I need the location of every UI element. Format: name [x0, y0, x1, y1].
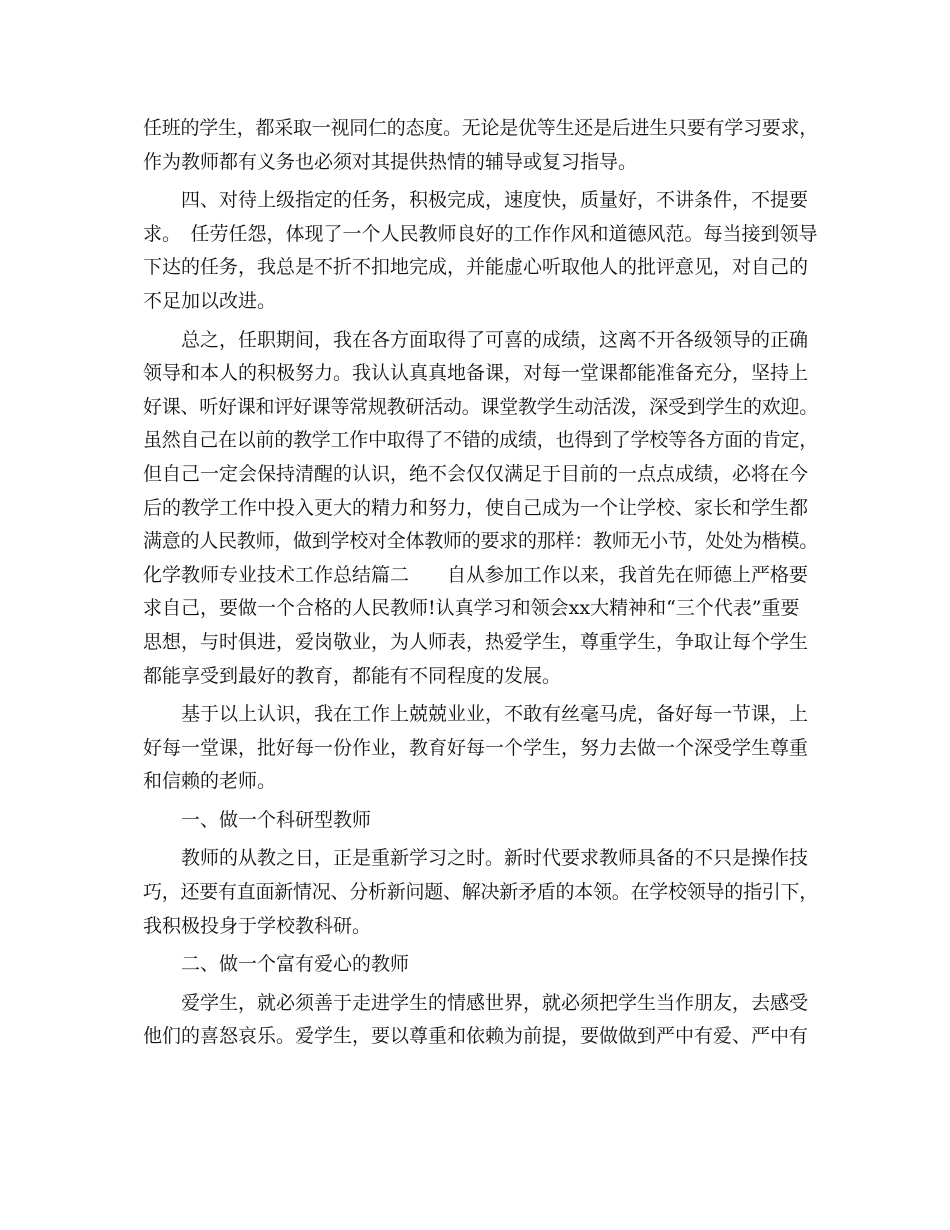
text-line: 求。 任劳任怨，体现了一个人民教师良好的工作作风和道德风范。每当接到领导 — [143, 222, 818, 245]
text-line: 我积极投身于学校教科研。 — [143, 914, 372, 937]
text-line: 思想，与时俱进，爱岗敬业，为人师表，热爱学生，尊重学生，争取让每个学生 — [143, 630, 809, 653]
text-line: 求自己，要做一个合格的人民教师!认真学习和领会xx大精神和“三个代表”重要 — [143, 597, 800, 620]
text-line: 不足加以改进。 — [143, 289, 277, 312]
text-line: 一、做一个科研型教师 — [143, 808, 372, 831]
text-line: 好每一堂课，批好每一份作业，教育好每一个学生，努力去做一个深受学生尊重 — [143, 736, 809, 759]
text-line: 领导和本人的积极努力。我认认真真地备课，对每一堂课都能准备充分，坚持上 — [143, 362, 809, 385]
text-line: 他们的喜怒哀乐。爱学生，要以尊重和依赖为前提，要做做到严中有爱、严中有 — [143, 1025, 809, 1048]
document-body — [143, 112, 818, 1054]
text-line: 爱学生，就必须善于走进学生的情感世界，就必须把学生当作朋友，去感受 — [143, 991, 809, 1014]
text-line: 化学教师专业技术工作总结篇二 自从参加工作以来，我首先在师德上严格要 — [143, 563, 809, 586]
text-line: 但自己一定会保持清醒的认识，绝不会仅仅满足于目前的一点点成绩，必将在今 — [143, 462, 809, 485]
text-line: 满意的人民教师，做到学校对全体教师的要求的那样：教师无小节，处处为楷模。 — [143, 530, 819, 553]
text-line: 下达的任务，我总是不折不扣地完成，并能虚心听取他人的批评意见，对自己的 — [143, 256, 809, 279]
text-line: 四、对待上级指定的任务，积极完成，速度快，质量好，不讲条件，不提要 — [143, 189, 809, 212]
text-line: 教师的从教之日，正是重新学习之时。新时代要求教师具备的不只是操作技 — [143, 847, 809, 870]
text-line: 二、做一个富有爱心的教师 — [143, 953, 410, 976]
text-line: 后的教学工作中投入更大的精力和努力，使自己成为一个让学校、家长和学生都 — [143, 496, 809, 519]
text-line: 和信赖的老师。 — [143, 770, 277, 793]
text-line: 好课、听好课和评好课等常规教研活动。课堂教学生动活泼，深受到学生的欢迎。 — [143, 395, 819, 418]
text-line: 总之，任职期间，我在各方面取得了可喜的成绩，这离不开各级领导的正确 — [143, 328, 809, 351]
text-line: 任班的学生，都采取一视同仁的态度。无论是优等生还是后进生只要有学习要求， — [143, 117, 819, 139]
text-line: 基于以上认识，我在工作上兢兢业业，不敢有丝毫马虎，备好每一节课，上 — [143, 703, 809, 726]
text-line: 巧，还要有直面新情况、分析新问题、解决新矛盾的本领。在学校领导的指引下， — [143, 881, 819, 904]
text-line: 虽然自己在以前的教学工作中取得了不错的成绩，也得到了学校等各方面的肯定， — [143, 429, 819, 452]
text-line: 作为教师都有义务也必须对其提供热情的辅导或复习指导。 — [143, 150, 638, 173]
text-line: 都能享受到最好的教育，都能有不同程度的发展。 — [143, 664, 562, 687]
